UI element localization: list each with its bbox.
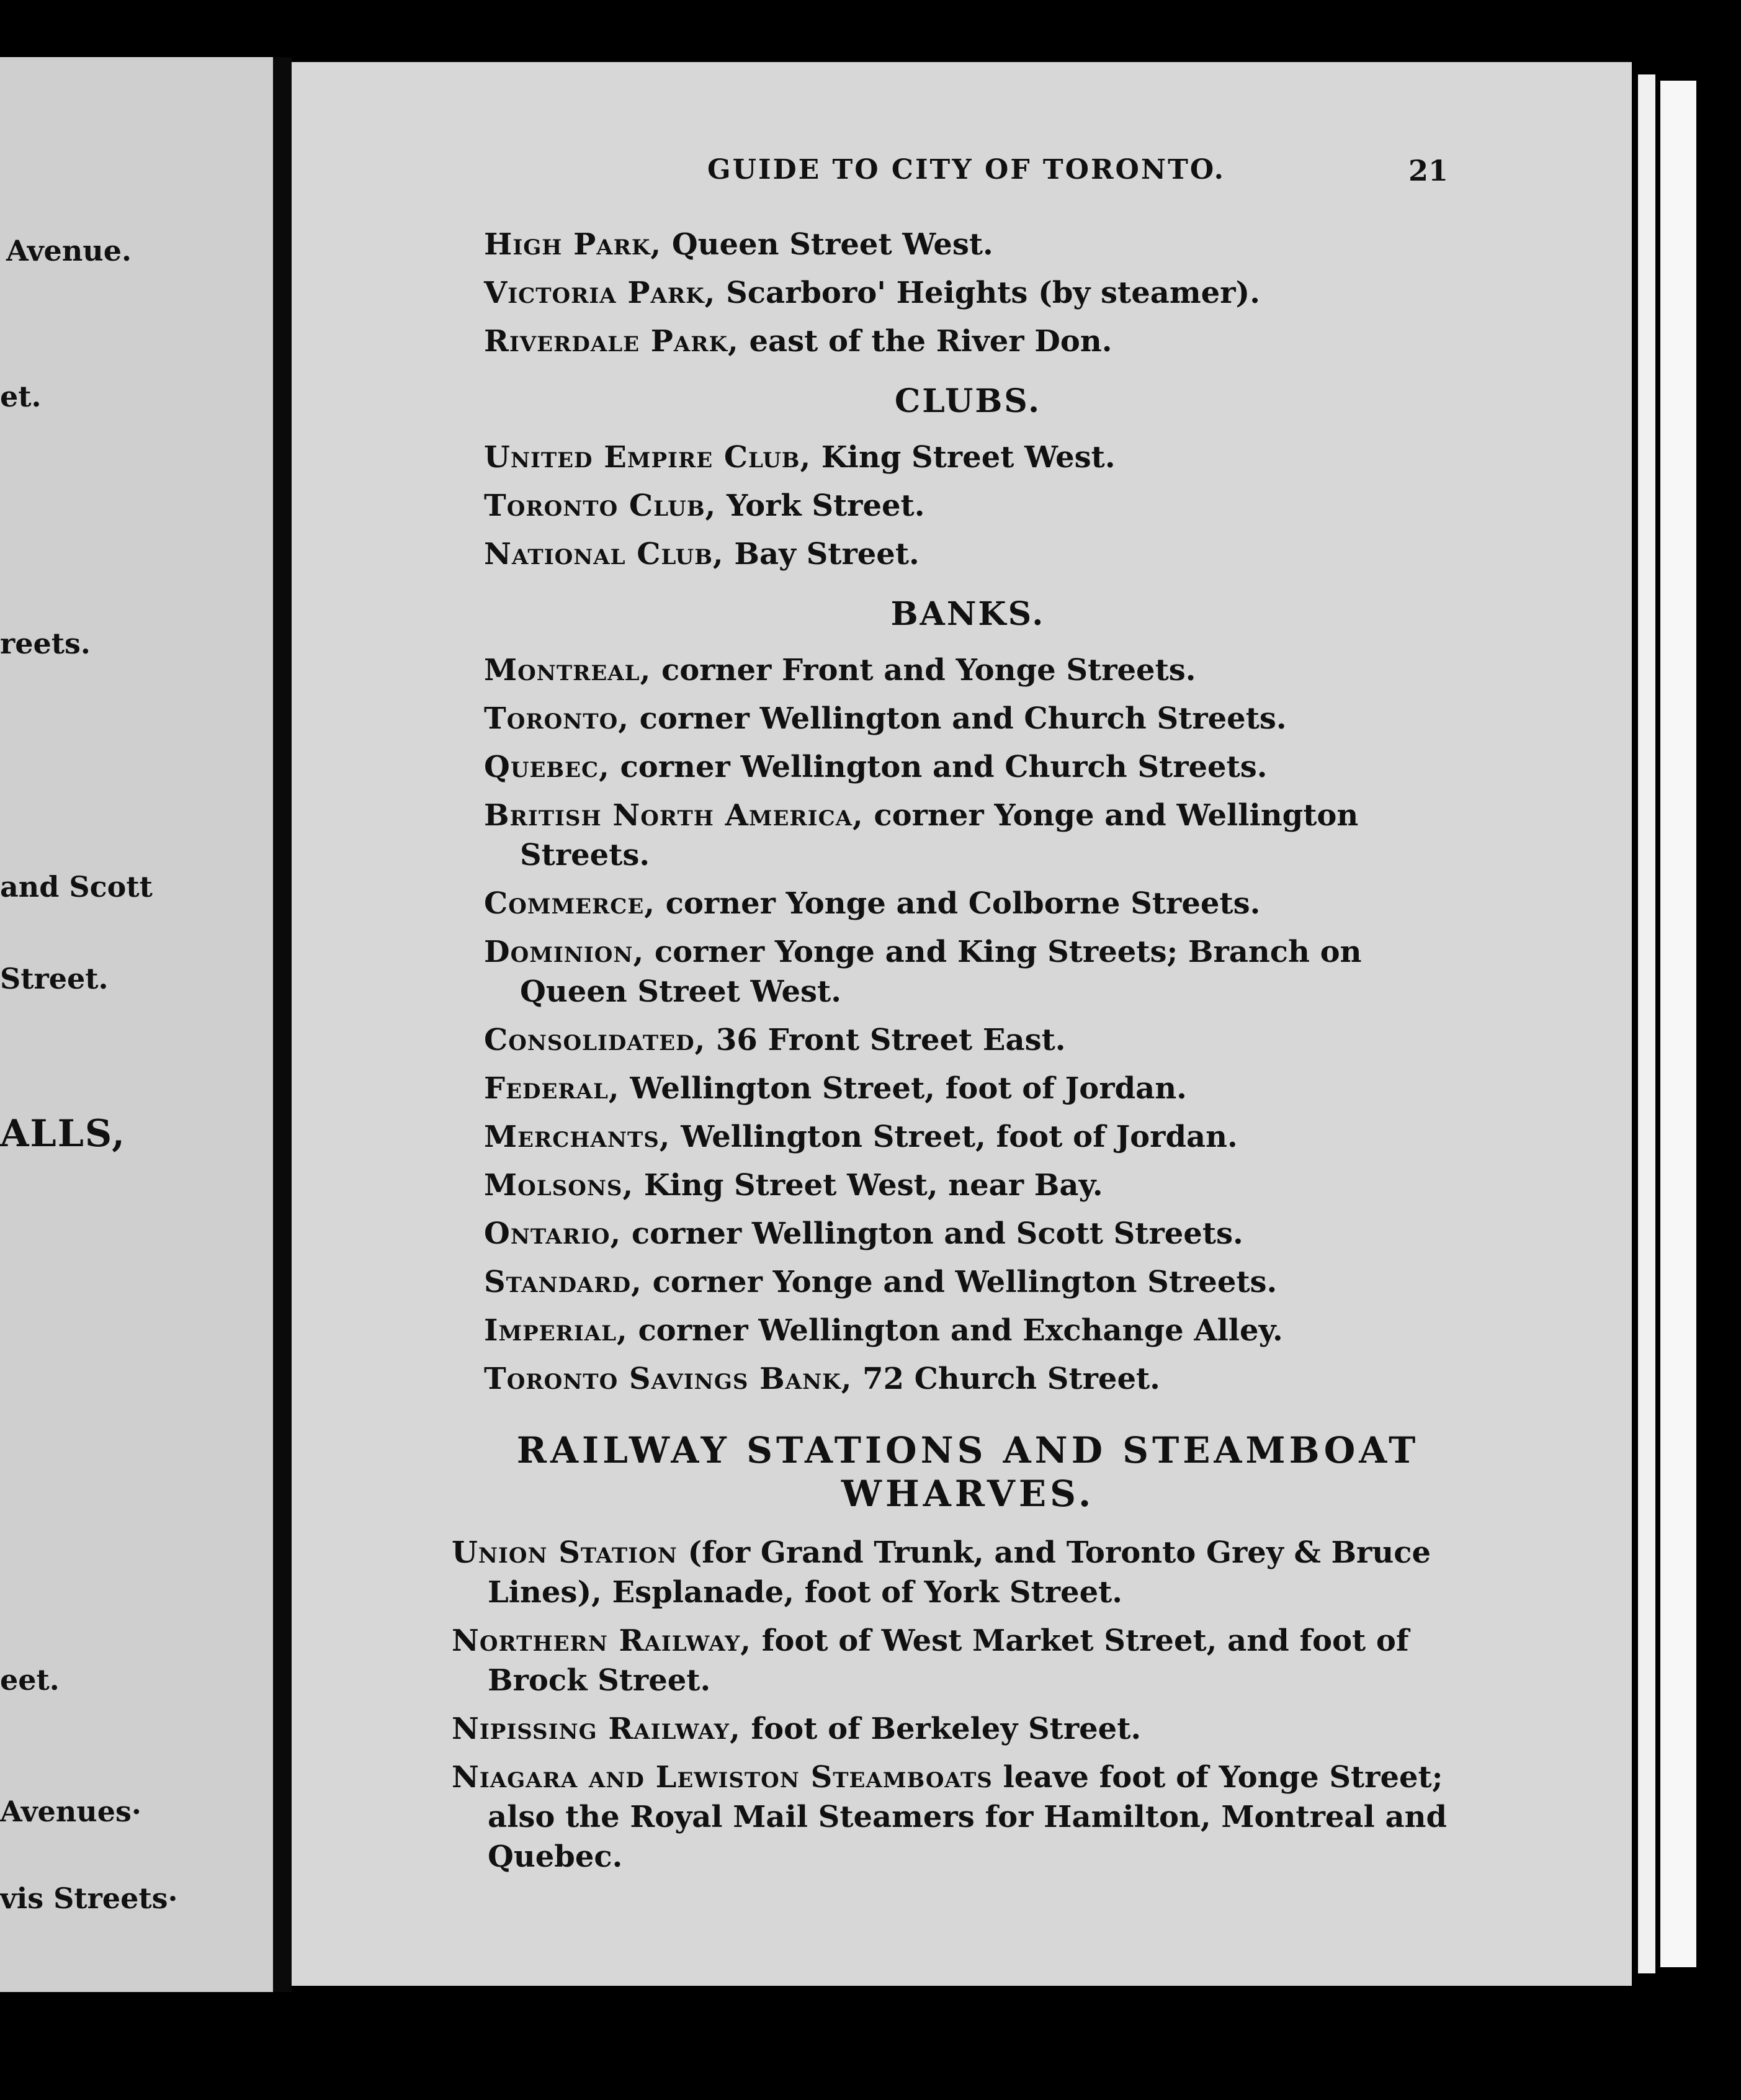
parks-list xyxy=(484,225,1452,361)
left-fragment: and Scott xyxy=(0,870,153,904)
entry-detail: (for Grand Trunk, and Toronto Grey & Bruce Lines), Esplanade, foot of York Street. xyxy=(488,1535,1431,1610)
list-item xyxy=(484,273,1452,313)
entry-name: Molsons, xyxy=(484,1168,634,1203)
list-item xyxy=(484,699,1452,738)
entry-name: Toronto Savings Bank, xyxy=(484,1362,853,1396)
list-item xyxy=(484,650,1452,690)
entry-name: Consolidated, xyxy=(484,1023,706,1057)
book-gutter xyxy=(273,57,292,1992)
left-fragment: eet. xyxy=(0,1663,60,1697)
entry-detail: King Street West, near Bay. xyxy=(633,1168,1103,1203)
entry-name: Commerce, xyxy=(484,886,655,921)
entry-name: Dominion, xyxy=(484,935,645,969)
list-item xyxy=(452,1533,1452,1612)
railways-list xyxy=(452,1533,1452,1877)
entry-detail: corner Yonge and Colborne Streets. xyxy=(655,886,1261,921)
banks-list xyxy=(484,650,1452,1399)
entry-detail: corner Wellington and Exchange Alley. xyxy=(627,1313,1283,1348)
entry-detail: Scarboro' Heights (by steamer). xyxy=(715,276,1260,310)
entry-detail: corner Front and Yonge Streets. xyxy=(651,653,1196,688)
left-fragment: vis Streets· xyxy=(0,1882,178,1915)
list-item xyxy=(484,1117,1452,1157)
running-head: GUIDE TO CITY OF TORONTO. xyxy=(707,154,1225,186)
entry-detail: 72 Church Street. xyxy=(852,1362,1160,1396)
list-item xyxy=(484,486,1452,526)
entry-name: National Club, xyxy=(484,537,724,572)
list-item xyxy=(484,321,1452,361)
entry-name: High Park, xyxy=(484,227,662,262)
entry-name: Northern Railway, xyxy=(452,1623,751,1658)
entry-name: Toronto Club, xyxy=(484,488,717,523)
entry-name: Imperial, xyxy=(484,1313,628,1348)
list-item xyxy=(484,884,1452,923)
entry-detail: Queen Street West. xyxy=(661,227,993,262)
entry-detail: foot of West Market Street, and foot of Brock Street. xyxy=(488,1623,1409,1698)
entry-name: Riverdale Park, xyxy=(484,324,739,359)
list-item xyxy=(484,1311,1452,1350)
entry-detail: York Street. xyxy=(716,488,925,523)
entry-detail: Bay Street. xyxy=(723,537,920,572)
entry-name: Victoria Park, xyxy=(484,276,716,310)
list-item xyxy=(484,1262,1452,1302)
clubs-list xyxy=(484,437,1452,574)
entry-detail: leave foot of Yonge Street; also the Royal Mail Steamers for Hamilton, Montreal and Quebec. xyxy=(488,1760,1448,1874)
entry-detail: corner Wellington and Scott Streets. xyxy=(621,1216,1243,1251)
list-item xyxy=(484,1165,1452,1205)
entry-detail: corner Yonge and Wellington Streets. xyxy=(642,1265,1278,1299)
list-item xyxy=(484,534,1452,574)
entry-detail: Wellington Street, foot of Jordan. xyxy=(670,1120,1238,1154)
entry-detail: corner Yonge and Wellington Streets. xyxy=(520,798,1359,873)
left-fragment: et. xyxy=(0,380,42,413)
entry-name: Montreal, xyxy=(484,653,651,688)
list-item xyxy=(484,932,1452,1012)
heading-line: WHARVES. xyxy=(841,1473,1095,1515)
list-item xyxy=(484,1020,1452,1060)
list-item xyxy=(452,1621,1452,1700)
section-heading-railways xyxy=(484,1429,1452,1515)
page-number: 21 xyxy=(1408,154,1449,187)
left-fragment: Avenues· xyxy=(0,1795,141,1828)
list-item xyxy=(452,1757,1452,1877)
list-item xyxy=(484,437,1452,477)
entry-detail: Wellington Street, foot of Jordan. xyxy=(619,1071,1187,1106)
entry-name: Merchants, xyxy=(484,1120,671,1154)
left-page-fragment xyxy=(0,57,273,1992)
entry-name: British North America, xyxy=(484,798,864,833)
entry-detail: 36 Front Street East. xyxy=(705,1023,1066,1057)
entry-name: Nipissing Railway, xyxy=(452,1712,741,1746)
entry-name: Quebec, xyxy=(484,750,610,784)
page-edge xyxy=(1660,81,1696,1967)
entry-detail: foot of Berkeley Street. xyxy=(740,1712,1142,1746)
left-fragment: Street. xyxy=(0,962,109,995)
entry-name: Union Station xyxy=(452,1535,678,1570)
list-item xyxy=(484,225,1452,264)
list-item xyxy=(452,1709,1452,1749)
entry-name: United Empire Club, xyxy=(484,440,812,475)
entry-name: Ontario, xyxy=(484,1216,622,1251)
left-fragment: reets. xyxy=(0,627,91,660)
entry-name: Federal, xyxy=(484,1071,620,1106)
entry-detail: corner Yonge and King Streets; Branch on Queen Street West. xyxy=(520,935,1362,1009)
list-item xyxy=(484,1214,1452,1254)
list-item xyxy=(484,747,1452,787)
entry-detail: corner Wellington and Church Streets. xyxy=(609,750,1268,784)
page-edge xyxy=(1638,74,1655,1973)
left-fragment: ALLS, xyxy=(0,1112,127,1155)
section-heading-banks: BANKS. xyxy=(890,595,1045,633)
entry-detail: east of the River Don. xyxy=(738,324,1112,359)
list-item xyxy=(484,1359,1452,1399)
entry-detail: King Street West. xyxy=(811,440,1116,475)
left-fragment: Avenue. xyxy=(6,234,132,267)
list-item xyxy=(484,796,1452,875)
entry-name: Niagara and Lewiston Steamboats xyxy=(452,1760,993,1795)
entry-name: Standard, xyxy=(484,1265,642,1299)
section-heading-clubs: CLUBS. xyxy=(894,382,1042,420)
list-item xyxy=(484,1069,1452,1108)
page-content xyxy=(452,225,1452,1885)
entry-detail: corner Wellington and Church Streets. xyxy=(629,701,1287,736)
entry-name: Toronto, xyxy=(484,701,629,736)
heading-line: RAILWAY STATIONS AND STEAMBOAT xyxy=(516,1429,1420,1471)
